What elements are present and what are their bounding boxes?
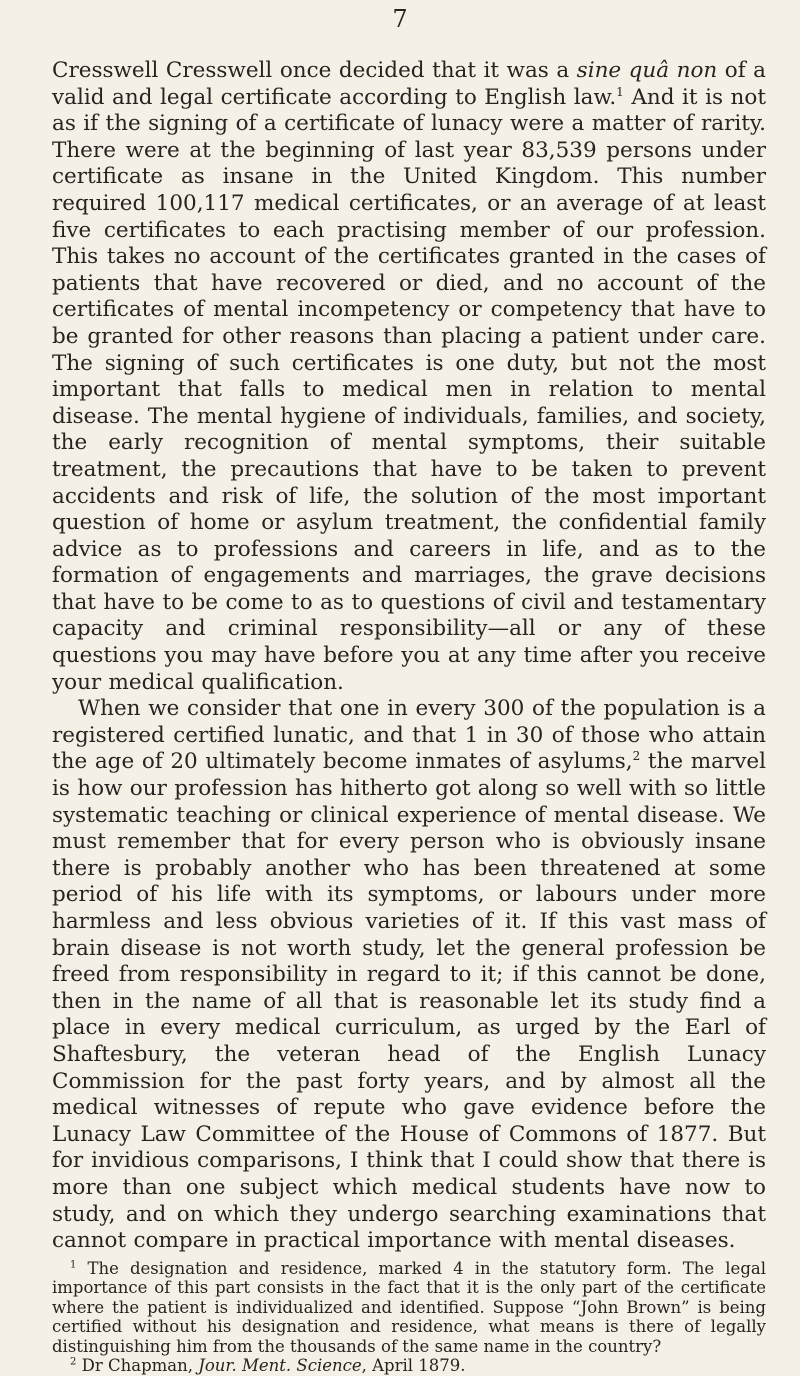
paragraph: [52, 58, 766, 696]
text-run: Cresswell Cresswell once decided that it was a: [52, 58, 577, 83]
text-run: the marvel is how our profession has hitherto got along so well with so little systematic teaching or clinical experience of mental disease. We must remember that for every person who is obviously insane there is probably another who has been threatened at some period of his life with its symptoms, or labours under more harmless and less obvious varieties of it. If this vast mass of brain disease is not worth study, let the general profession be freed from responsibility in regard to it; if this cannot be done, then in the name of all that is reasonable let its study find a place in every medical curriculum, as urged by the Earl of Shaftesbury, the veteran head of the English Lunacy Commission for the past forty years, and by almost all the medical witnesses of repute who gave evidence before the Lunacy Law Committee of the House of Commons of 1877. But for invidious comparisons, I think that I could show that there is more than one subject which medical students have now to study, and on which they undergo searching examinations that cannot compare in practical importance with mental diseases.: [52, 749, 766, 1254]
text-run: And it is not as if the signing of a certificate of lunacy were a matter of rarity. There were at the beginning of last year 83,539 persons under certificate as insane in the United Kingdom. This number required 100,117 medical certificates, or an average of at least five certificates to each practising member of our profession. This takes no account of the certificates granted in the cases of patients that have recovered or died, and no account of the certificates of mental incompetency or competency that have to be granted for other reasons than placing a patient under care. The signing of such certificates is one duty, but not the most important that falls to medical men in relation to mental disease. The mental hygiene of individuals, families, and society, the early recognition of mental symptoms, their suitable treatment, the precautions that have to be taken to prevent accidents and risk of life, the solution of the most important question of home or asylum treatment, the confidential family advice as to professions and careers in life, and as to the formation of engagements and marriages, the grave decisions that have to be come to as to questions of civil and testamentary capacity and criminal responsibility—all or any of these questions you may have before you at any time after you receive your medical qualification.: [52, 84, 766, 695]
footnote-text: Dr Chapman,: [81, 1356, 199, 1376]
page-number: 7: [392, 5, 408, 33]
body-text: [52, 58, 766, 1255]
footnote-marker: 2: [70, 1356, 77, 1368]
footnote-text: The designation and residence, marked 4 in the statutory form. The legal importance of this part consists in the fact that it is the only part of the certificate where the patient is individualized and identified. Suppose “John Brown” is being certified without his designation and residence, what means is there of legally distinguishing him from the thousands of the same name in the country?: [52, 1258, 766, 1356]
footnote: [52, 1259, 766, 1357]
footnote-ref: 2: [632, 749, 641, 764]
text-run: of a valid and legal certificate according to English law.: [52, 58, 767, 110]
journal-title: Jour. Ment. Science: [198, 1356, 362, 1376]
footnote: [52, 1356, 766, 1376]
footnote-ref: 1: [616, 84, 624, 99]
footnote-text: , April 1879.: [361, 1356, 466, 1376]
footnote-marker: 1: [70, 1259, 77, 1271]
latin-phrase: sine quâ non: [576, 58, 718, 83]
text-run: When we consider that one in every 300 of the population is a registered certified lunatic, and that 1 in 30 of those who attain the age of 20 ultimately become inmates of asylums,: [52, 696, 766, 775]
footnotes: [52, 1259, 766, 1376]
paragraph: [52, 696, 766, 1254]
